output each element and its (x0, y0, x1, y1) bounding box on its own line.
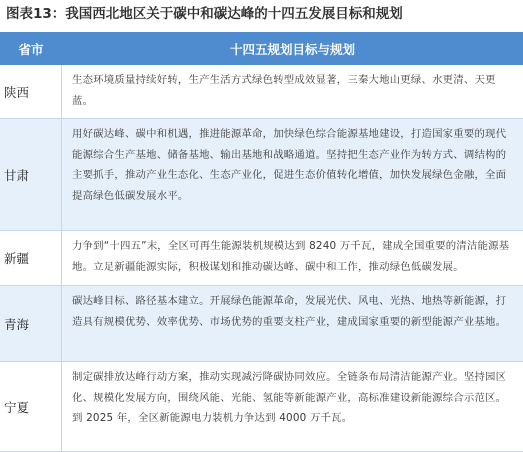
header-province: 省市 (18, 41, 44, 57)
table-row-qinghai (0, 286, 523, 362)
goal-cell: 力争到“十四五”末，全区可再生能源装机规模达到 8240 万千瓦，建成全国重要的清洁能源基地。立足新疆能源实际，积极谋划和推动碳达峰、碳中和工作，推动绿色低碳发展。 (72, 240, 510, 273)
table-header (0, 32, 523, 65)
table-row-ningxia (0, 362, 523, 452)
province-cell: 陕西 (0, 65, 62, 118)
header-goals: 十四五规划目标与规划 (229, 41, 355, 57)
goal-cell: 生态环境质量持续好转，生产生活方式绿色转型成效显著，三秦大地山更绿、水更清、天更蓝。 (72, 74, 496, 107)
province-cell: 青海 (0, 286, 62, 361)
plan-table (0, 32, 523, 452)
goal-cell: 用好碳达峰、碳中和机遇，推进能源革命，加快绿色综合能源基地建设，打造国家重要的现代能源综合生产基地、储备基地、输出基地和战略通道。坚持把生态产业作为转方式、调结构的主要抓手，推动产业生态化、生态产业化，促进生态价值转化增值，加快发展绿色金融，全面提高绿色低碳发展水平。 (72, 128, 507, 202)
province-cell: 甘肃 (0, 119, 62, 230)
table-row-shaanxi (0, 65, 523, 119)
goal-cell: 制定碳排放达峰行动方案，推动实现减污降碳协同效应。全链条布局清洁能源产业。坚持园区化、规模化发展方向，围绕风能、光能、氢能等新能源产业，高标准建设新能源综合示范区。到 2025 年，全区新能源电力装机力争达到 4000 万千瓦。 (72, 371, 507, 424)
table-row-gansu (0, 119, 523, 231)
province-cell: 宁夏 (0, 362, 62, 451)
goal-cell: 碳达峰目标、路径基本建立。开展绿色能源革命，发展光伏、风电、光热、地热等新能源，打造具有规模优势、效率优势、市场优势的重要支柱产业，建成国家重要的新型能源产业基地。 (72, 295, 507, 328)
figure-title: 图表13：我国西北地区关于碳中和碳达峰的十四五发展目标和规划 (6, 6, 403, 22)
table-row-xinjiang (0, 231, 523, 286)
province-cell: 新疆 (0, 231, 62, 285)
